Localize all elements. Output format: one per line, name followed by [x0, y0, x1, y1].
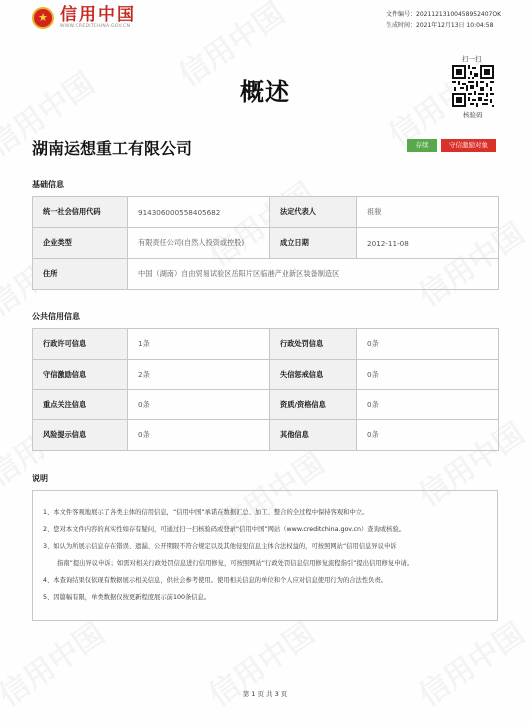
field-value: 0条 — [357, 420, 499, 451]
section-title-notes: 说明 — [32, 474, 48, 483]
page-title: 概述 — [240, 78, 290, 106]
document-meta — [386, 9, 501, 31]
field-value: 914306000558405682 — [128, 197, 270, 228]
field-label: 重点关注信息 — [33, 390, 128, 420]
national-emblem-icon — [32, 7, 54, 29]
qr-scan-label: 扫一扫 — [462, 55, 482, 63]
note-item — [43, 543, 487, 568]
company-name: 湖南运想重工有限公司 — [32, 139, 193, 158]
table-row — [33, 360, 499, 390]
public-credit-table — [32, 328, 499, 451]
note-item: 1、本文件客观地展示了各类主体的信用信息，“信用中国”承诺在数据汇总、加工、整合的全过程中保持客观和中立。 — [43, 509, 369, 516]
field-value: 中国（湖南）自由贸易试验区岳阳片区临港产业新区装备制造区 — [128, 259, 499, 290]
table-row — [33, 390, 499, 420]
field-label: 法定代表人 — [270, 197, 357, 228]
field-label: 资质/资格信息 — [270, 390, 357, 420]
field-label: 守信激励信息 — [33, 360, 128, 390]
notes-box — [32, 490, 498, 621]
watermark — [408, 610, 530, 715]
basic-info-table — [32, 196, 499, 290]
section-title-public-credit: 公共信用信息 — [32, 312, 80, 321]
field-value: 0条 — [128, 420, 270, 451]
note-item-text: 3、如认为所展示信息存在错误、遗漏、公开期限不符合规定以及其他侵犯信息主体合法权益的，可按照网站“信用信息异议申诉 — [43, 543, 397, 550]
field-value: 祖骏 — [357, 197, 499, 228]
field-value: 有限责任公司(自然人投资或控股) — [128, 228, 270, 259]
field-value: 0条 — [128, 390, 270, 420]
note-item-continuation: 指南”提出异议申诉；如需对相关行政处罚信息进行信用修复，可按照网站“行政处罚信息信用修复流程指引”提出信用修复申请。 — [57, 559, 414, 567]
generated-time: 生成时间：2021年12月13日 10:04:58 — [386, 22, 494, 29]
field-label: 企业类型 — [33, 228, 128, 259]
credit-china-logo — [32, 6, 136, 30]
table-row — [33, 420, 499, 451]
field-label: 行政处罚信息 — [270, 329, 357, 360]
field-value: 0条 — [357, 360, 499, 390]
field-value: 1条 — [128, 329, 270, 360]
field-label: 住所 — [33, 259, 128, 290]
status-badge: 存续 — [407, 139, 437, 152]
field-label: 失信惩戒信息 — [270, 360, 357, 390]
field-label: 成立日期 — [270, 228, 357, 259]
field-label: 风险提示信息 — [33, 420, 128, 451]
watermark — [0, 610, 112, 715]
logo-title: 信用中国 — [60, 5, 136, 25]
note-item: 5、因篇幅有限，单类数据仅按更新程度展示前100条信息。 — [43, 593, 211, 601]
table-row — [33, 259, 499, 290]
field-label: 行政许可信息 — [33, 329, 128, 360]
field-value: 0条 — [357, 390, 499, 420]
logo-url: WWW.CREDITCHINA.GOV.CN — [60, 24, 131, 29]
table-row — [33, 329, 499, 360]
field-value: 2条 — [128, 360, 270, 390]
page-number: 第 1 页 共 3 页 — [242, 690, 288, 698]
field-label: 其他信息 — [270, 420, 357, 451]
note-item: 2、您对本文件内容的真实性如存有疑问，可通过扫一扫核验码或登录“信用中国”网站（www.creditchina.gov.cn）查询或核验。 — [43, 526, 406, 533]
incentive-badge: 守信激励对象 — [441, 139, 496, 152]
watermark — [198, 610, 322, 715]
table-row — [33, 228, 499, 259]
field-value: 0条 — [357, 329, 499, 360]
document-number: 文件编号：20211213100458952407OK — [386, 11, 502, 18]
field-value: 2012-11-08 — [357, 228, 499, 259]
table-row — [33, 197, 499, 228]
section-title-basic: 基础信息 — [32, 180, 64, 189]
field-label: 统一社会信用代码 — [33, 197, 128, 228]
note-item: 4、本查询结果仅依现有数据展示相关信息，供社会参考使用。使用相关信息的单位和个人应对信息使用行为的合法性负责。 — [43, 576, 388, 584]
qr-verify-label: 核验码 — [463, 111, 483, 119]
